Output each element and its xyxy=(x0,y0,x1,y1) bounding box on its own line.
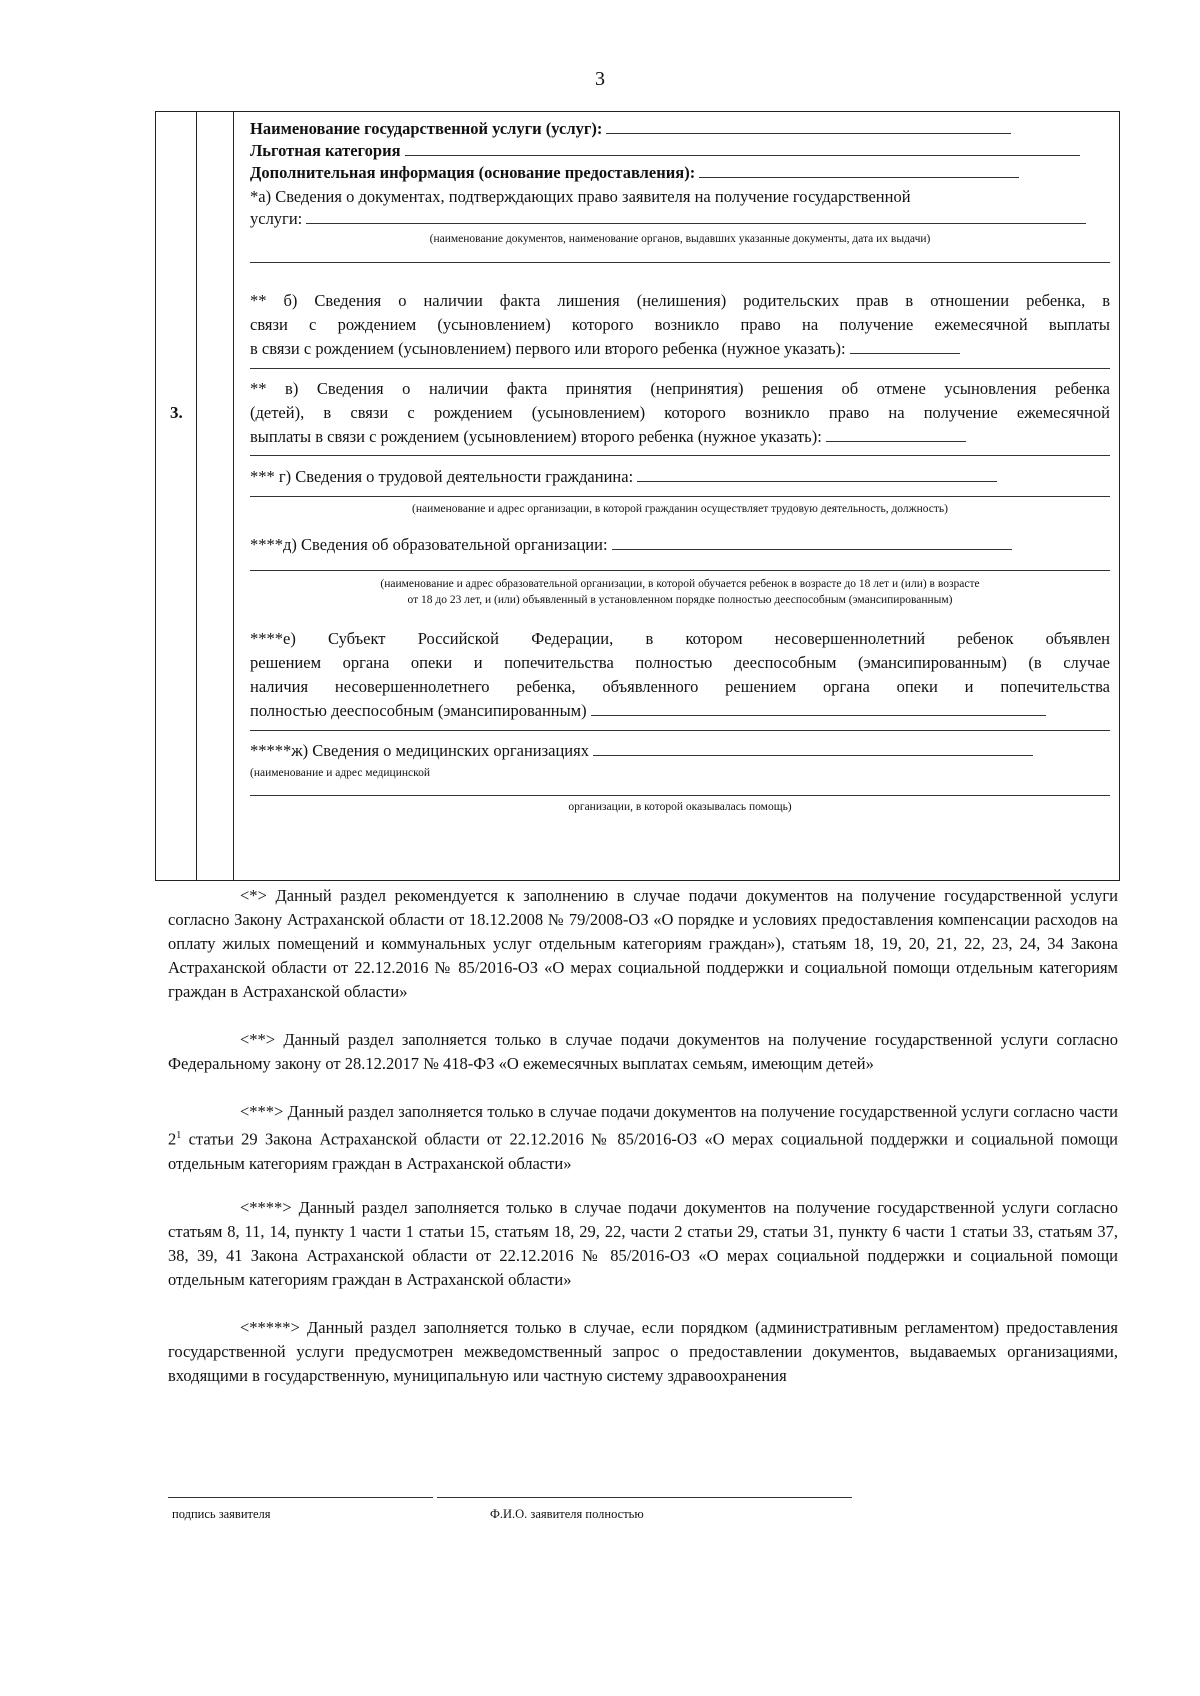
additional-info-label: Дополнительная информация (основание предоставления): xyxy=(250,163,696,182)
section-v-line3 xyxy=(250,426,1110,448)
footnote-2-text: <**> Данный раздел заполняется только в случае подачи документов на получение государственной услуги согласно Федеральному закону от 28.12.2017 № 418-ФЗ «О ежемесячных выплатах семьям, имеющим детей» xyxy=(168,1030,1118,1073)
footnote-3-text-a: <***> Данный раздел заполняется только в случае подачи документов на получение государственной услуги согласно части 2 xyxy=(168,1102,1118,1149)
footnote-4 xyxy=(168,1196,1118,1292)
section-e-line1: ****е) Субъект Российской Федерации, в котором несовершеннолетний ребенок объявлен xyxy=(250,629,1110,648)
section-g-extra-line[interactable] xyxy=(250,496,1110,497)
section-a-line2 xyxy=(250,208,1110,230)
section-d-hint1: (наименование и адрес образовательной организации, в которой обучается ребенок в возрасте до 18 лет и (или) в возрасте xyxy=(380,578,980,590)
section-e-line2: решением органа опеки и попечительства полностью дееспособным (эмансипированным) (в случае xyxy=(250,653,1110,672)
section-zh-line1 xyxy=(250,740,1110,762)
full-name-label: Ф.И.О. заявителя полностью xyxy=(490,1507,644,1521)
section-d-label: ****д) Сведения об образовательной организации: xyxy=(250,535,608,554)
section-v-field[interactable] xyxy=(826,427,966,442)
section-g-field[interactable] xyxy=(637,467,997,482)
footnote-1-text: <*> Данный раздел рекомендуется к заполнению в случае подачи документов на получение государственной услуги согласно Закону Астраханской области от 18.12.2008 № 79/2008-ОЗ «О порядке и условиях предоставления компенсации расходов на оплату жилых помещений и коммунальных услуг отдельным категориям граждан»), статьям 18, 19, 20, 21, 22, 23, 24, 34 Закона Астраханской области от 22.12.2016 № 85/2016-ОЗ «О мерах социальной поддержки и социальной помощи отдельным категориям граждан в Астраханской области» xyxy=(168,886,1118,1001)
section-zh-hint2: организации, в которой оказывалась помощь) xyxy=(568,801,792,813)
section-b-line2: связи с рождением (усыновлением) которого возникло право на получение ежемесячной выплаты xyxy=(250,315,1110,334)
section-g-line1 xyxy=(250,466,1110,488)
section-a-field[interactable] xyxy=(306,209,1086,224)
signature-line[interactable] xyxy=(168,1497,433,1498)
section-b-extra-line[interactable] xyxy=(250,368,1110,369)
section-d-hint2: от 18 до 23 лет, и (или) объявленный в установленном порядке полностью дееспособным (эмансипированным) xyxy=(407,594,953,606)
section-v-extra-line[interactable] xyxy=(250,455,1110,456)
footnote-4-text: <****> Данный раздел заполняется только в случае подачи документов на получение государственной услуги согласно статьям 8, 11, 14, пункту 1 части 1 статьи 15, статьям 18, 29, 22, части 2 статьи 29, статьи 31, пункту 6 части 1 статьи 33, статьям 37, 38, 39, 41 Закона Астраханской области от 22.12.2016 № 85/2016-ОЗ «О мерах социальной поддержки и социальной помощи отдельным категориям граждан в Астраханской области» xyxy=(168,1198,1118,1289)
service-name-field[interactable] xyxy=(606,119,1011,134)
section-a-hint: (наименование документов, наименование органов, выдавших указанные документы, дата их выдачи) xyxy=(429,233,931,245)
section-v-line2: (детей), в связи с рождением (усыновлением) которого возникло право на получение ежемесячной xyxy=(250,403,1110,422)
section-b-label: в связи с рождением (усыновлением) первого или второго ребенка (нужное указать): xyxy=(250,339,846,358)
section-e-line4 xyxy=(250,700,1110,722)
section-a-extra-line[interactable] xyxy=(250,262,1110,263)
section-v-label: выплаты в связи с рождением (усыновлением) второго ребенка (нужное указать): xyxy=(250,427,822,446)
signature-label: подпись заявителя xyxy=(172,1507,271,1521)
row-number: 3. xyxy=(170,403,183,422)
footnote-3 xyxy=(168,1100,1118,1176)
section-d-field[interactable] xyxy=(612,535,1012,550)
section-e-line3: наличия несовершеннолетнего ребенка, объявленного решением органа опеки и попечительства xyxy=(250,677,1110,696)
table-column-number xyxy=(156,112,197,880)
service-name-row xyxy=(250,118,1110,140)
footnote-1 xyxy=(168,884,1118,1004)
section-g-label: *** г) Сведения о трудовой деятельности гражданина: xyxy=(250,467,634,486)
footnote-5-text: <*****> Данный раздел заполняется только в случае, если порядком (административным регламентом) предоставления государственной услуги предусмотрен межведомственный запрос о предоставлении документов, выдаваемых организациями, входящими в государственную, муниципальную или частную систему здравоохранения xyxy=(168,1318,1118,1385)
footnote-3-text-b: статьи 29 Закона Астраханской области от 22.12.2016 № 85/2016-ОЗ «О мерах социальной поддержки и социальной помощи отдельным категориям граждан в Астраханской области» xyxy=(168,1129,1118,1173)
footnote-3-superscript: 1 xyxy=(176,1130,182,1141)
section-e-field[interactable] xyxy=(591,701,1046,716)
footnote-5 xyxy=(168,1316,1118,1388)
section-b-line1: ** б) Сведения о наличии факта лишения (нелишения) родительских прав в отношении ребенка, в xyxy=(250,291,1110,310)
section-g-hint: (наименование и адрес организации, в которой гражданин осуществляет трудовую деятельность, должность) xyxy=(412,503,948,515)
section-a-line1: *а) Сведения о документах, подтверждающих право заявителя на получение государственной xyxy=(250,187,911,206)
section-zh-label: *****ж) Сведения о медицинских организациях xyxy=(250,741,589,760)
section-b-line3 xyxy=(250,338,1110,360)
category-field[interactable] xyxy=(405,141,1080,156)
section-d-extra-line[interactable] xyxy=(250,570,1110,571)
section-e-label: полностью дееспособным (эмансипированным) xyxy=(250,701,587,720)
section-v-line1: ** в) Сведения о наличии факта принятия (непринятия) решения об отмене усыновления ребенка xyxy=(250,379,1110,398)
section-b-field[interactable] xyxy=(850,339,960,354)
additional-info-row xyxy=(250,162,1110,184)
section-zh-hint1: (наименование и адрес медицинской xyxy=(250,767,431,779)
table-column-empty xyxy=(196,112,234,880)
full-name-line[interactable] xyxy=(437,1497,852,1498)
page-number: 3 xyxy=(595,68,605,90)
section-zh-field[interactable] xyxy=(593,741,1033,756)
section-d-line1 xyxy=(250,534,1110,556)
service-name-label: Наименование государственной услуги (услуг): xyxy=(250,119,603,138)
section-zh-extra-line[interactable] xyxy=(250,795,1110,796)
section-e-extra-line[interactable] xyxy=(250,730,1110,731)
category-row xyxy=(250,140,1110,162)
category-label: Льготная категория xyxy=(250,141,401,160)
section-a-label: услуги: xyxy=(250,209,303,228)
additional-info-field[interactable] xyxy=(699,163,1019,178)
footnote-2 xyxy=(168,1028,1118,1076)
